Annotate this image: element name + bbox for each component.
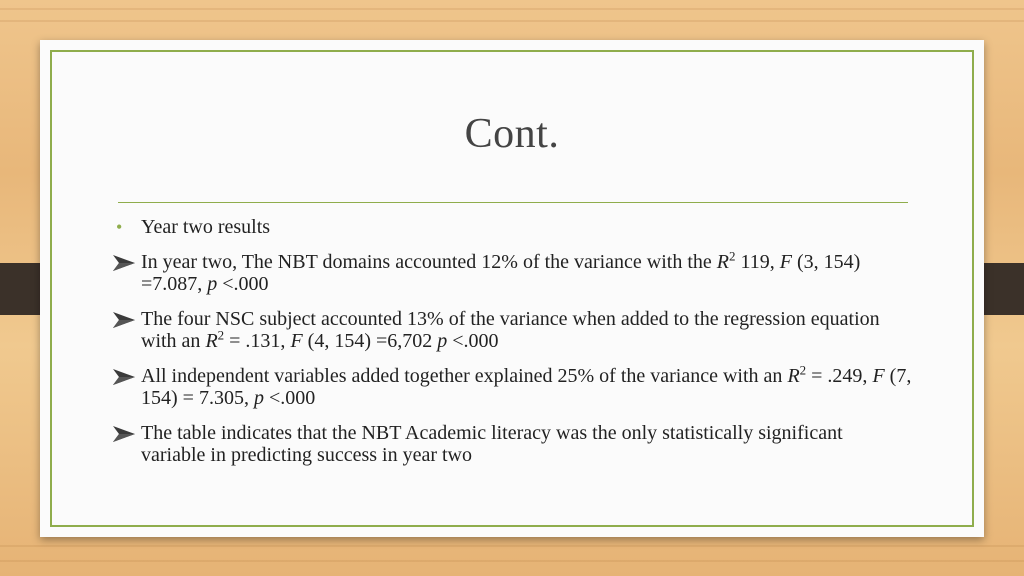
italic-symbol: R	[787, 364, 800, 387]
point-item	[112, 247, 912, 296]
italic-symbol: F	[779, 250, 792, 273]
italic-symbol: p	[253, 387, 264, 409]
text-run: <.000	[263, 387, 316, 409]
text-run: <.000	[447, 330, 499, 352]
point-item	[112, 308, 912, 353]
arrow-bullet-icon	[112, 251, 138, 272]
point-text	[141, 422, 843, 467]
slide-title: Cont.	[464, 111, 560, 157]
text-run: (7, 154) = 7.305,	[141, 364, 912, 409]
point-item	[112, 422, 912, 467]
text-run: (4, 154) =6,702	[302, 330, 438, 352]
text-run: All independent variables added together explained 25% of the variance with an	[141, 364, 788, 387]
point-item	[112, 361, 912, 410]
text-run: 119,	[735, 250, 780, 273]
text-run: (3, 154) =7.087,	[141, 250, 861, 295]
italic-symbol: p	[437, 330, 448, 352]
italic-symbol: F	[290, 330, 303, 352]
title-divider	[118, 202, 908, 203]
superscript: 2	[799, 361, 807, 377]
superscript: 2	[728, 247, 736, 263]
italic-symbol: F	[872, 364, 885, 387]
slide-content	[112, 216, 912, 479]
arrow-bullet-icon	[112, 422, 138, 443]
bullet-item	[112, 216, 912, 239]
text-run: The four NSC subject accounted 13% of the variance when added to the regression equation with an	[141, 307, 880, 352]
bullet-dot-icon: •	[116, 217, 123, 237]
text-run: <.000	[217, 273, 269, 295]
text-run: The table indicates that the NBT Academic literacy was the only statistically significant variable in predicting success in year two	[141, 421, 843, 466]
italic-symbol: p	[207, 273, 218, 295]
bullet-text: Year two results	[141, 216, 271, 238]
text-run: = .131,	[224, 330, 291, 352]
point-text	[141, 308, 880, 353]
point-text	[141, 247, 861, 296]
arrow-bullet-icon	[112, 365, 138, 386]
point-text	[141, 361, 912, 410]
italic-symbol: R	[205, 330, 218, 352]
arrow-bullet-icon	[112, 308, 138, 329]
text-run: = .249,	[806, 364, 873, 387]
italic-symbol: R	[716, 250, 729, 273]
text-run: In year two, The NBT domains accounted 12% of the variance with the	[141, 250, 717, 273]
superscript: 2	[217, 327, 225, 343]
